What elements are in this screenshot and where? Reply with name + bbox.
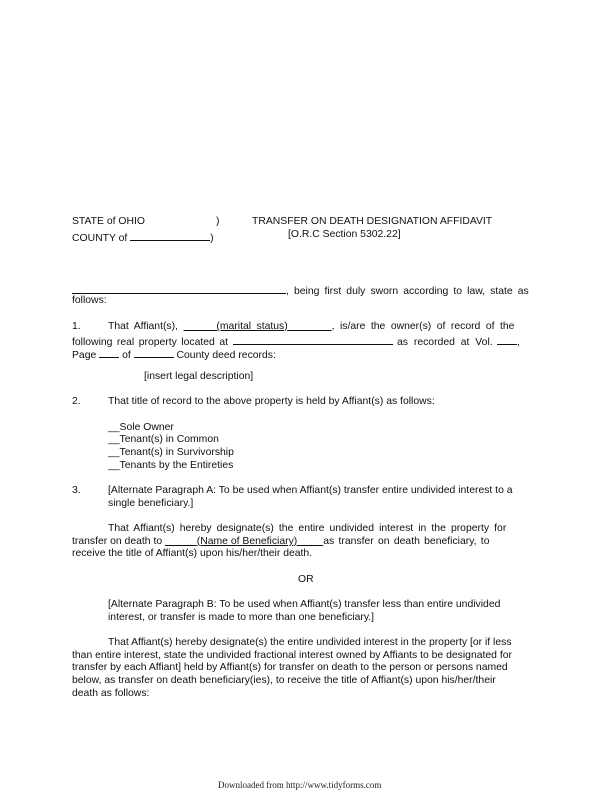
county-paren: ) bbox=[210, 233, 214, 244]
county-blank[interactable] bbox=[130, 229, 210, 241]
intro-text: , being first duly sworn according to law, state as bbox=[286, 286, 529, 297]
alt-paragraph-b-line2: interest, or transfer is made to more than one beneficiary.] bbox=[108, 612, 375, 623]
para2-text: That title of record to the above property is held by Affiant(s) as follows: bbox=[108, 396, 435, 407]
intro-line bbox=[72, 282, 540, 297]
alt-b-body-line4: below, as transfer on death beneficiary(ies), to receive the title of Affiant(s) upon his/her/their bbox=[72, 675, 496, 686]
beneficiary-name-field[interactable] bbox=[165, 536, 323, 547]
document-title: TRANSFER ON DEATH DESIGNATION AFFIDAVIT bbox=[252, 216, 493, 227]
alt-a-body-line2 bbox=[72, 536, 489, 547]
para1-comma: , bbox=[517, 337, 521, 348]
para1-number: 1. bbox=[72, 321, 81, 332]
title-option-sole-owner[interactable]: __Sole Owner bbox=[108, 422, 174, 433]
alt-b-body-line1: That Affiant(s) hereby designate(s) the entire undivided interest in the property [or if less bbox=[108, 637, 512, 648]
page-blank[interactable] bbox=[99, 346, 119, 358]
alt-b-body-line2: than entire interest, state the undivided fractional interest owned by Affiants to be designated for bbox=[72, 650, 512, 661]
county-deed-blank[interactable] bbox=[134, 346, 174, 358]
intro-follows: follows: bbox=[72, 295, 107, 306]
legal-description: [insert legal description] bbox=[144, 371, 254, 382]
county-label: COUNTY of bbox=[72, 233, 128, 244]
beneficiary-name-label: (Name of Beneficiary) bbox=[196, 536, 298, 547]
download-footer[interactable]: Downloaded from http://www.tidyforms.com bbox=[218, 780, 382, 790]
alt-paragraph-a-line2: single beneficiary.] bbox=[108, 498, 194, 509]
alt-b-body-line5: death as follows: bbox=[72, 688, 150, 699]
county-row bbox=[72, 229, 214, 244]
para1-text-a: That Affiant(s), bbox=[108, 321, 178, 332]
title-option-entireties[interactable]: __Tenants by the Entireties bbox=[108, 460, 234, 471]
title-option-tenants-common[interactable]: __Tenant(s) in Common bbox=[108, 434, 219, 445]
or-separator: OR bbox=[298, 574, 314, 585]
state-label: STATE of OHIO bbox=[72, 216, 145, 227]
para2-number: 2. bbox=[72, 396, 81, 407]
statute-reference: [O.R.C Section 5302.22] bbox=[288, 229, 401, 240]
alt-b-body-line3: transfer by each Affiant] held by Affiant(s) for transfer on death to the person or persons named bbox=[72, 662, 508, 673]
title-option-survivorship[interactable]: __Tenant(s) in Survivorship bbox=[108, 447, 234, 458]
alt-a-body-line3: receive the title of Affiant(s) upon his/her/their death. bbox=[72, 548, 313, 559]
beneficiary-tail: as transfer on death beneficiary, to bbox=[323, 536, 490, 547]
para1-line3 bbox=[72, 346, 276, 361]
alt-paragraph-a-line1: [Alternate Paragraph A: To be used when Affiant(s) transfer entire undivided interest to a bbox=[108, 485, 513, 496]
affiant-name-blank[interactable] bbox=[72, 282, 286, 294]
para1-text-b: , is/are the owner(s) of record of the bbox=[331, 321, 515, 332]
page-label: Page bbox=[72, 350, 97, 361]
transfer-label: transfer on death to bbox=[72, 536, 163, 547]
para1-line1 bbox=[108, 321, 514, 332]
of-label: of bbox=[122, 350, 131, 361]
state-paren: ) bbox=[216, 216, 220, 227]
alt-paragraph-b-line1: [Alternate Paragraph B: To be used when Affiant(s) transfer less than entire undivided bbox=[108, 599, 501, 610]
property-location-blank[interactable] bbox=[233, 333, 393, 345]
alt-a-body-line1: That Affiant(s) hereby designate(s) the entire undivided interest in the property for bbox=[108, 523, 507, 534]
para3-number: 3. bbox=[72, 485, 81, 496]
marital-status-field[interactable] bbox=[183, 321, 331, 332]
para1-line2-text: following real property located at bbox=[72, 337, 228, 348]
county-deed-label: County deed records: bbox=[176, 350, 276, 361]
marital-status-label: (marital status) bbox=[216, 321, 288, 332]
volume-blank[interactable] bbox=[497, 333, 517, 345]
para1-vol-label: as recorded at Vol. bbox=[397, 337, 493, 348]
